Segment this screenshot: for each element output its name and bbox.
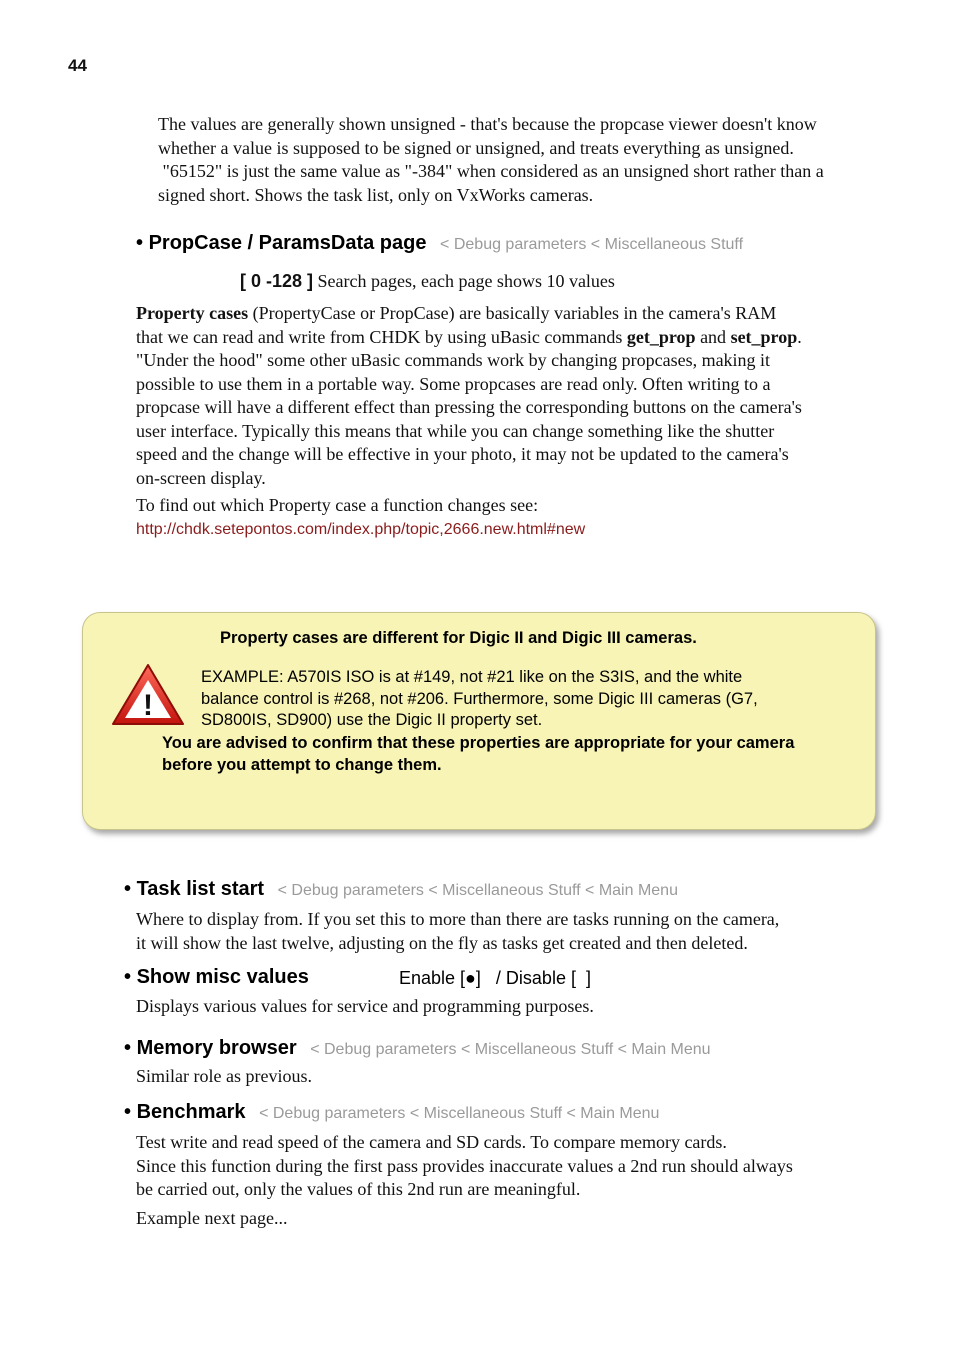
bullet: • xyxy=(136,232,144,254)
benchmark-breadcrumb: < Debug parameters < Miscellaneous Stuff < Main Menu xyxy=(259,1105,660,1122)
set-prop-command: set_prop xyxy=(730,326,798,347)
propcase-text: (PropertyCase or PropCase) are basically variables in the camera's RAM xyxy=(248,303,777,323)
range-text: Search pages, each page shows 10 values xyxy=(313,271,615,291)
intro-paragraph xyxy=(158,113,898,207)
find-out-text: To find out which Property case a function changes see: xyxy=(136,495,539,515)
intro-line: "65152" is just the same value as "-384" when considered as an unsigned short rather than a xyxy=(158,161,824,181)
memory-browser-title: Memory browser xyxy=(136,1037,297,1059)
misc-values-description: Displays various values for service and programming purposes. xyxy=(136,996,594,1016)
propcase-line: propcase will have a different effect than pressing the corresponding buttons on the camera's xyxy=(136,397,802,417)
warning-triangle-icon xyxy=(110,662,186,728)
intro-line: The values are generally shown unsigned - that's because the propcase viewer doesn't know xyxy=(158,114,817,134)
propcase-text: . xyxy=(797,326,802,347)
memory-browser-description: Similar role as previous. xyxy=(136,1066,312,1086)
warning-advice xyxy=(162,733,794,776)
warning-example xyxy=(201,667,758,732)
task-list-breadcrumb: < Debug parameters < Miscellaneous Stuff < Main Menu xyxy=(277,882,678,899)
benchmark-line: be carried out, only the values of this 2nd run are meaningful. xyxy=(136,1179,581,1199)
intro-line: whether a value is supposed to be signed or unsigned, and treats everything as unsigned. xyxy=(158,137,794,158)
propcase-line: user interface. Typically this means that while you can change something like the shutter xyxy=(136,420,775,441)
benchmark-line: Test write and read speed of the camera and SD cards. To compare memory cards. xyxy=(136,1132,727,1152)
propcase-breadcrumb: < Debug parameters < Miscellaneous Stuff xyxy=(440,236,744,253)
task-list-heading xyxy=(124,878,678,901)
propcase-line: possible to use them in a portable way. Some propcases are read only. Often writing to a xyxy=(136,373,771,394)
misc-values-title: Show misc values xyxy=(136,966,309,988)
propcase-heading xyxy=(136,232,743,255)
warning-example-line: balance control is #268, not #206. Furthermore, some Digic III cameras (G7, xyxy=(201,689,758,708)
get-prop-command: get_prop xyxy=(626,326,696,347)
warning-advice-line: before you attempt to change them. xyxy=(162,755,442,774)
benchmark-title: Benchmark xyxy=(136,1101,246,1123)
bullet: • xyxy=(124,966,132,988)
bullet: • xyxy=(124,1101,132,1123)
warning-example-line: EXAMPLE: A570IS ISO is at #149, not #21 like on the S3IS, and the white xyxy=(201,668,743,686)
example-next-page: Example next page... xyxy=(136,1207,288,1228)
propcase-text: and xyxy=(695,326,731,347)
task-list-title: Task list start xyxy=(136,878,265,900)
propcase-line: "Under the hood" some other uBasic commands work by changing propcases, making it xyxy=(136,350,771,370)
page-number: 44 xyxy=(68,56,87,75)
benchmark-line: Since this function during the first pass provides inaccurate values a 2nd run should always xyxy=(136,1155,793,1176)
propcase-line xyxy=(136,326,876,350)
task-list-line: Where to display from. If you set this to more than there are tasks running on the camera, xyxy=(136,909,780,929)
propcase-term: Property cases xyxy=(136,303,249,323)
chdk-forum-link[interactable]: http://chdk.setepontos.com/index.php/topic,2666.new.html#new xyxy=(136,520,586,538)
task-list-line: it will show the last twelve, adjusting on the fly as tasks get created and then deleted. xyxy=(136,932,748,953)
warning-heading: Property cases are different for Digic II and Digic III cameras. xyxy=(220,629,697,647)
warning-example-line: SD800IS, SD900) use the Digic II property set. xyxy=(201,711,543,729)
bullet: • xyxy=(124,878,132,900)
misc-values-toggle: Enable [●] / Disable [ ] xyxy=(399,968,591,988)
benchmark-description xyxy=(136,1131,793,1230)
propcase-line: on-screen display. xyxy=(136,467,266,488)
benchmark-heading xyxy=(124,1101,659,1124)
intro-line: signed short. Shows the task list, only on VxWorks cameras. xyxy=(158,184,594,205)
memory-browser-breadcrumb: < Debug parameters < Miscellaneous Stuff < Main Menu xyxy=(310,1041,711,1058)
task-list-description xyxy=(136,908,779,955)
bullet: • xyxy=(124,1037,132,1059)
exclamation-glyph: ! xyxy=(143,689,153,722)
range-label: [ 0 -128 ] xyxy=(240,271,314,291)
propcase-text: that we can read and write from CHDK by using uBasic commands xyxy=(136,326,627,347)
propcase-range xyxy=(240,270,615,294)
warning-advice-line: You are advised to confirm that these properties are appropriate for your camera xyxy=(162,734,795,752)
propcase-paragraph xyxy=(136,302,876,541)
memory-browser-heading xyxy=(124,1037,711,1060)
misc-values-heading xyxy=(124,966,309,989)
propcase-title: PropCase / ParamsData page xyxy=(148,232,427,254)
propcase-line xyxy=(136,302,876,326)
propcase-line: speed and the change will be effective in your photo, it may not be updated to the camera's xyxy=(136,444,789,464)
